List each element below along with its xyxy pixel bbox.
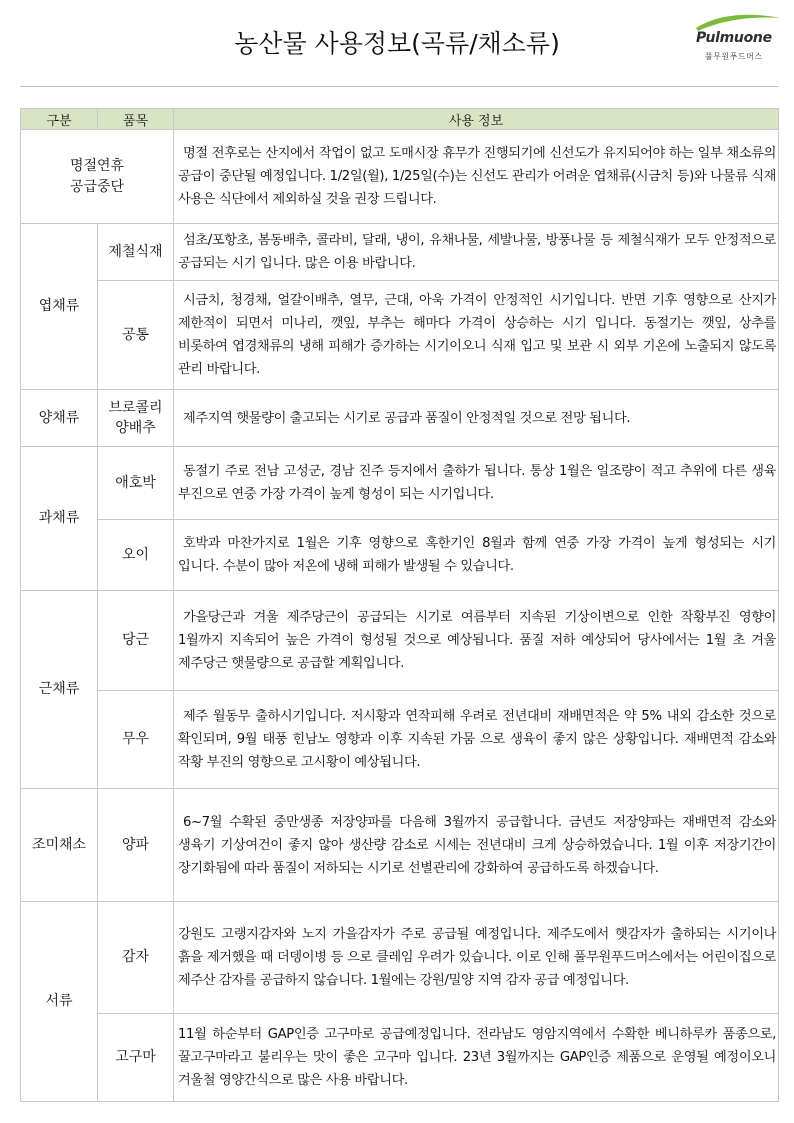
table-header-row xyxy=(21,109,779,130)
header-divider xyxy=(20,86,778,87)
info-zucchini: 동절기 주로 전남 고성군, 경남 진주 등지에서 출하가 됩니다. 통상 1월은 일조량이 적고 추위에 다른 생육 부진으로 연중 가장 가격이 높게 형성이 되는 시기입니다. xyxy=(174,447,779,520)
produce-info-table xyxy=(20,108,779,1102)
info-seasonal: 섬초/포항초, 봄동배추, 콜라비, 달래, 냉이, 유채나물, 세발나물, 방풍나물 등 제철식재가 모두 안정적으로 공급되는 시기 입니다. 많은 이용 바랍니다. xyxy=(174,224,779,281)
item-potato: 감자 xyxy=(98,902,174,1014)
info-onion: 6~7월 수확된 중만생종 저장양파를 다음해 3월까지 공급합니다. 금년도 저장양파는 재배면적 감소와 생육기 기상여건이 좋지 않아 생산량 감소로 시세는 전년대비 크게 상승하였습니다. 1월 이후 저장기간이 장기화됨에 따라 품질이 저하되는 시기로 선별관리에 강화하여 공급하도록 하겠습니다. xyxy=(174,789,779,902)
item-zucchini: 애호박 xyxy=(98,447,174,520)
info-potato: 강원도 고랭지감자와 노지 가을감자가 주로 공급될 예정입니다. 제주도에서 햇감자가 출하되는 시기이나 흙을 제거했을 때 더뎅이병 등 으로 클레임 우려가 있습니다. 이로 인해 풀무원푸드머스에서는 어린이집으로 제주산 감자를 공급하지 않습니다. 1월에는 강원/밀양 지역 감자 공급 예정입니다. xyxy=(174,902,779,1014)
category-fruit-veg: 과채류 xyxy=(21,447,98,591)
item-broccoli-cabbage: 브로콜리 양배추 xyxy=(98,390,174,447)
logo-wordmark: Pulmuone xyxy=(696,30,772,46)
table-row xyxy=(21,520,779,591)
column-header-info: 사용 정보 xyxy=(174,109,779,130)
item-radish: 무우 xyxy=(98,691,174,789)
table-row xyxy=(21,691,779,789)
table-row xyxy=(21,281,779,390)
info-sweet-potato: 11월 하순부터 GAP인증 고구마로 공급예정입니다. 전라남도 영암지역에서 수확한 베니하루카 품종으로, 꿀고구마라고 불리우는 맛이 좋은 고구마 입니다. 23년 3월까지는 GAP인증 제품으로 운영될 예정이오니 겨울철 영양간식으로 많은 사용 바랍니다. xyxy=(174,1014,779,1102)
table-row xyxy=(21,591,779,691)
item-onion: 양파 xyxy=(98,789,174,902)
category-seasoning: 조미채소 xyxy=(21,789,98,902)
category-western: 양채류 xyxy=(21,390,98,447)
table-row xyxy=(21,789,779,902)
category-leafy: 엽채류 xyxy=(21,224,98,390)
page-title: 농산물 사용정보(곡류/채소류) xyxy=(234,29,560,58)
column-header-category: 구분 xyxy=(21,109,98,130)
item-common: 공통 xyxy=(98,281,174,390)
item-seasonal: 제철식재 xyxy=(98,224,174,281)
category-root: 근채류 xyxy=(21,591,98,789)
logo-subtitle: 풀무원푸드머스 xyxy=(705,52,763,61)
table-row xyxy=(21,130,779,224)
item-sweet-potato: 고구마 xyxy=(98,1014,174,1102)
category-holiday: 명절연휴 공급중단 xyxy=(21,130,174,224)
item-carrot: 당근 xyxy=(98,591,174,691)
table-row xyxy=(21,224,779,281)
column-header-item: 품목 xyxy=(98,109,174,130)
item-cucumber: 오이 xyxy=(98,520,174,591)
table-row xyxy=(21,447,779,520)
info-common: 시금치, 청경채, 얼갈이배추, 열무, 근대, 아욱 가격이 안정적인 시기입니다. 반면 기후 영향으로 산지가 제한적이 되면서 미나리, 깻잎, 부추는 해마다 가격이 상승하는 시기 입니다. 동절기는 깻잎, 상추를 비롯하여 엽경채류의 냉해 피해가 증가하는 시기이오니 식재 입고 및 보관 시 외부 기온에 노출되지 않도록 관리 바랍니다. xyxy=(174,281,779,390)
category-tuber: 서류 xyxy=(21,902,98,1102)
info-broccoli-cabbage: 제주지역 햇물량이 출고되는 시기로 공급과 품질이 안정적일 것으로 전망 됩니다. xyxy=(174,390,779,447)
table-row xyxy=(21,390,779,447)
info-cucumber: 호박과 마찬가지로 1월은 기후 영향으로 혹한기인 8월과 함께 연중 가장 가격이 높게 형성되는 시기 입니다. 수분이 많아 저온에 냉해 피해가 발생될 수 있습니다. xyxy=(174,520,779,591)
table-row xyxy=(21,1014,779,1102)
info-holiday: 명절 전후로는 산지에서 작업이 없고 도매시장 휴무가 진행되기에 신선도가 유지되어야 하는 일부 채소류의 공급이 중단될 예정입니다. 1/2일(월), 1/25일(수)는 신선도 관리가 어려운 엽채류(시금치 등)와 나물류 식재 사용은 식단에서 제외하실 것을 권장 드립니다. xyxy=(174,130,779,224)
table-row xyxy=(21,902,779,1014)
pulmuone-logo xyxy=(692,12,782,68)
info-carrot: 가을당근과 겨울 제주당근이 공급되는 시기로 여름부터 지속된 기상이변으로 인한 작황부진 영향이 1월까지 지속되어 높은 가격이 형성될 것으로 예상됩니다. 품질 저하 예상되어 당사에서는 1월 초 겨울 제주당근 햇물량으로 공급할 계획입니다. xyxy=(174,591,779,691)
info-radish: 제주 월동무 출하시기입니다. 저시황과 연작피해 우려로 전년대비 재배면적은 약 5% 내외 감소한 것으로 확인되며, 9월 태풍 힌남노 영향과 이후 지속된 가뭄 으로 생육이 좋지 않은 상황입니다. 재배면적 감소와 작황 부진의 영향으로 고시황이 예상됩니다. xyxy=(174,691,779,789)
